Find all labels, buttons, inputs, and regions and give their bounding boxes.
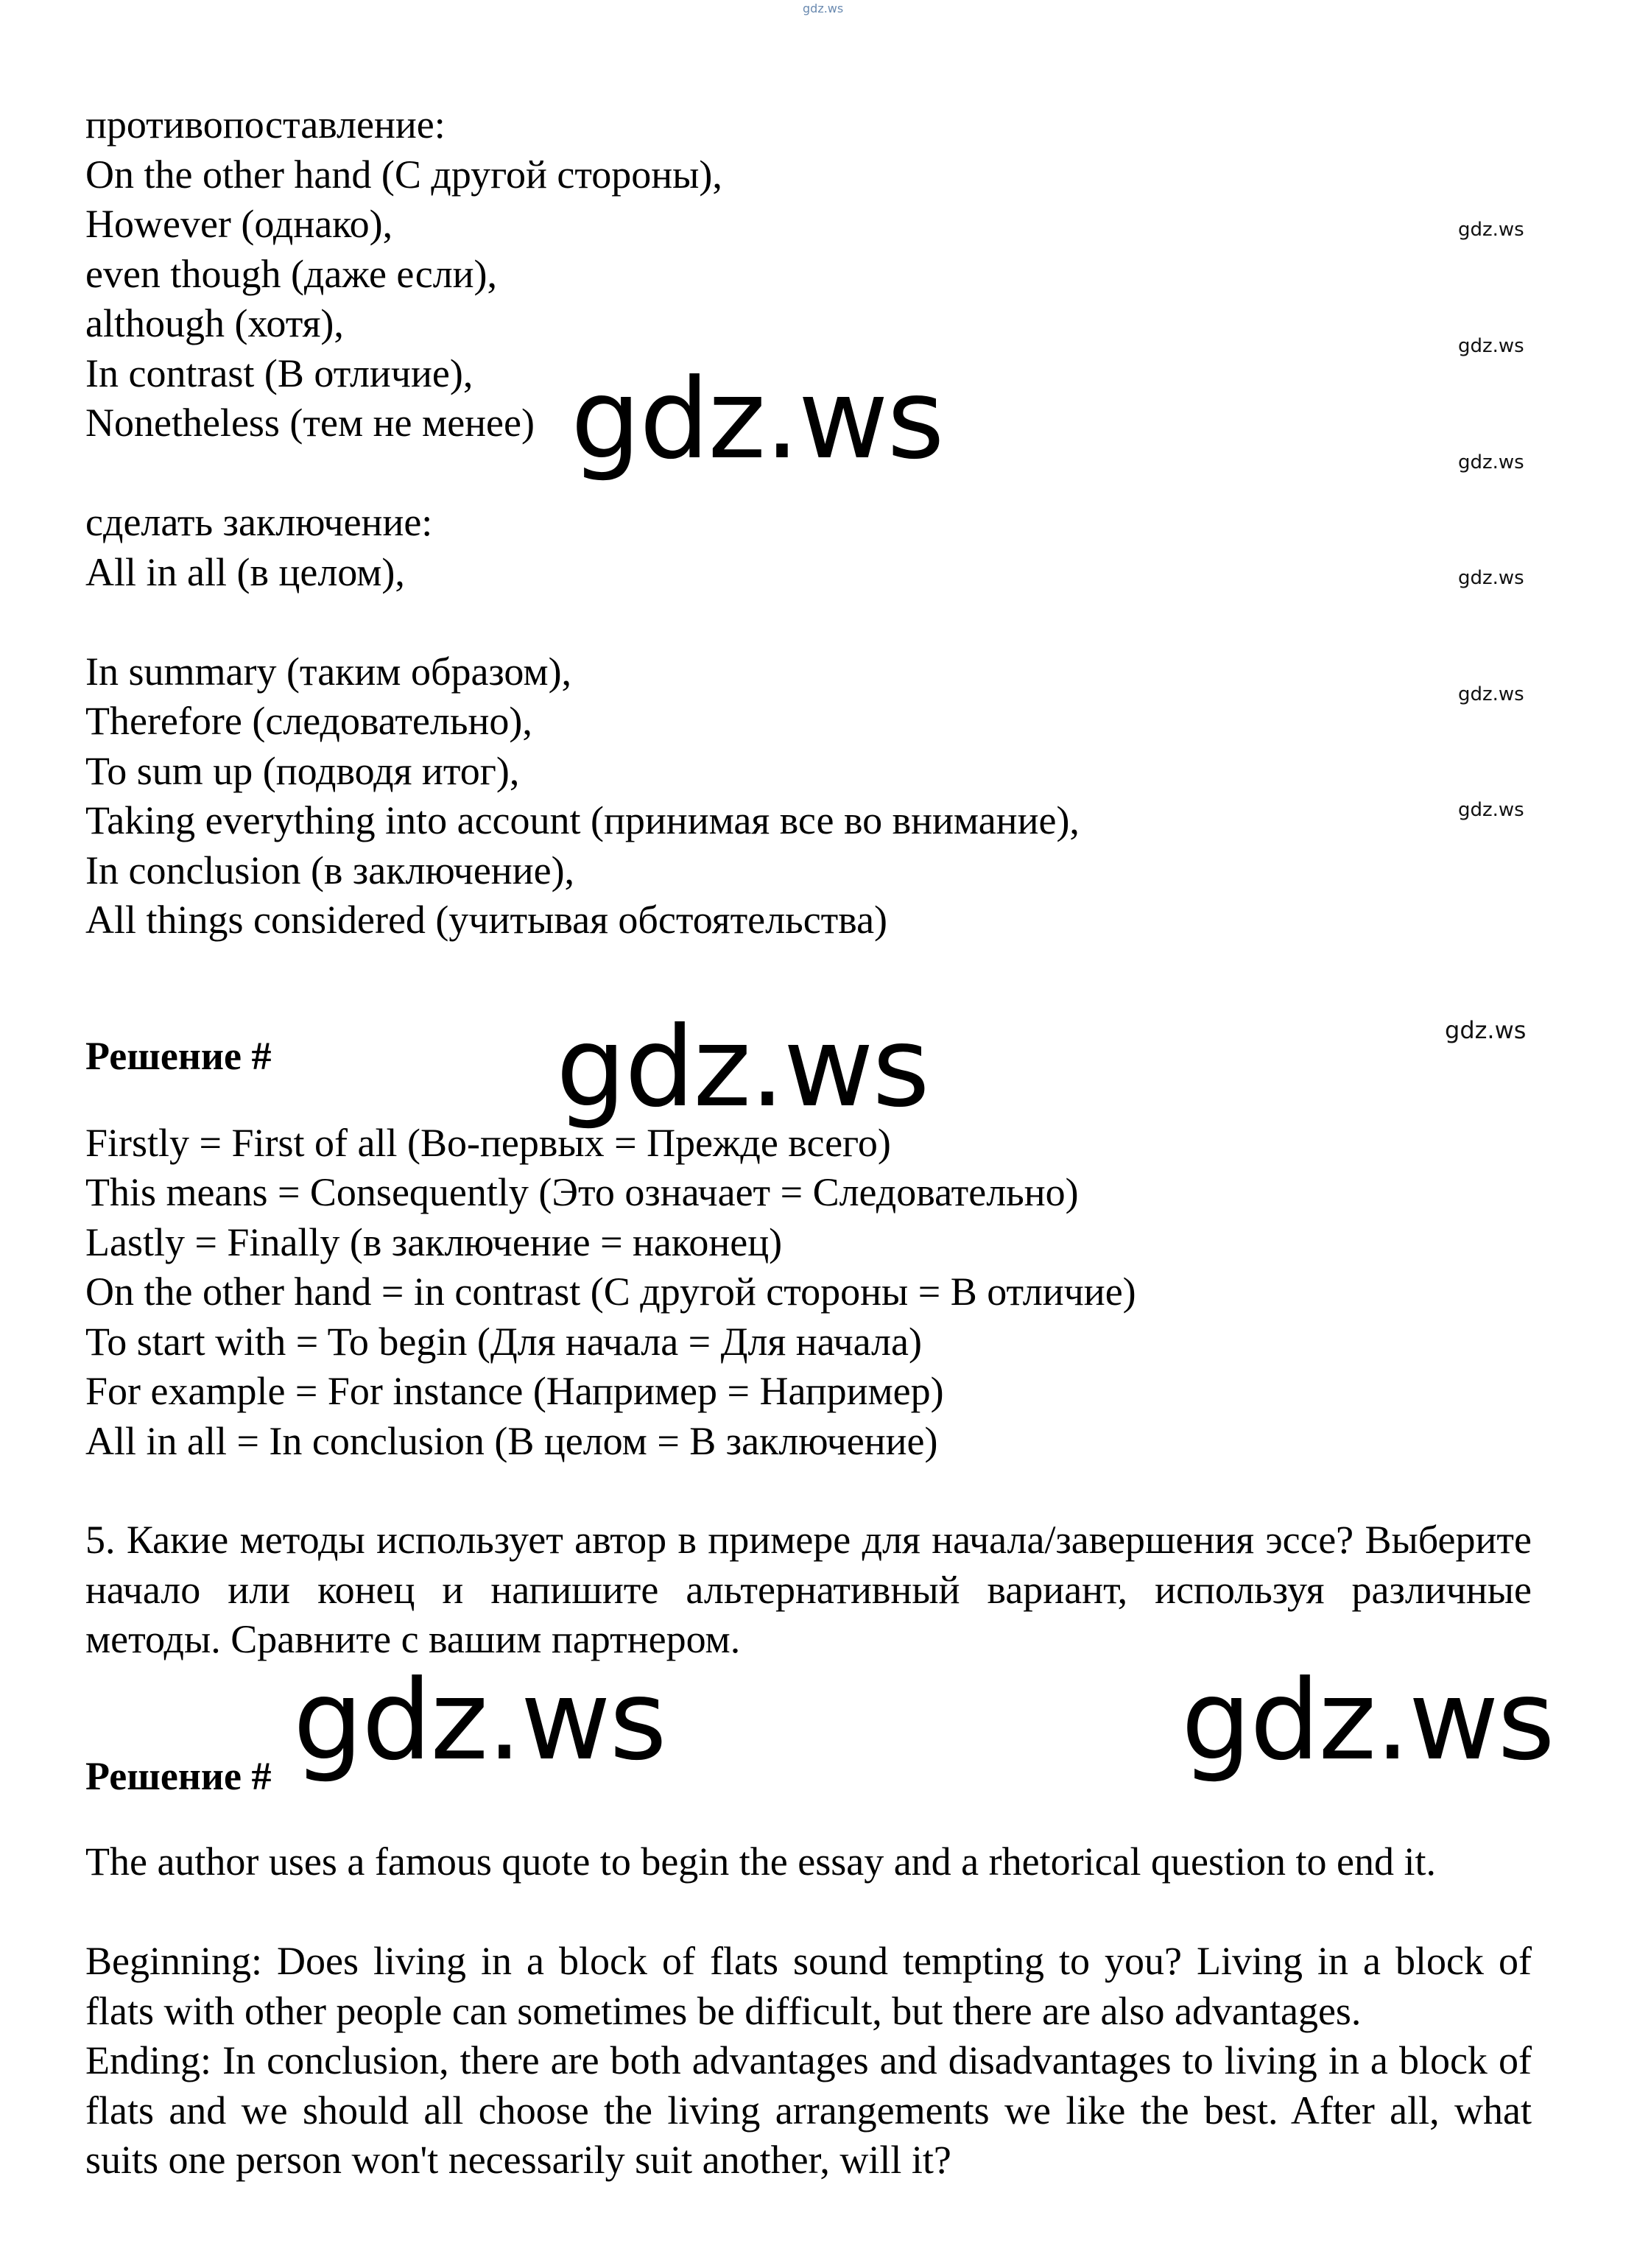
contrast-item: although (хотя),	[85, 301, 344, 345]
solution-item: This means = Consequently (Это означает = Следовательно)	[85, 1170, 1079, 1214]
conclusion-heading: сделать заключение:	[85, 500, 433, 544]
solution-beginning: Beginning: Does living in a block of flats sound tempting to you? Living in a block of flats with other people can sometimes be difficult, but there are also advantages.	[85, 1939, 1532, 2033]
conclusion-item: In summary (таким образом),	[85, 649, 572, 694]
conclusion-item: To sum up (подводя итог),	[85, 749, 520, 793]
solution-item: On the other hand = in contrast (С другой стороны = В отличие)	[85, 1269, 1136, 1314]
solution-item: To start with = To begin (Для начала = Для начала)	[85, 1320, 922, 1364]
watermark-small: gdz.ws	[1458, 219, 1524, 241]
watermark-small: gdz.ws	[1458, 451, 1524, 473]
solution-item: Lastly = Finally (в заключение = наконец)	[85, 1220, 783, 1264]
conclusion-item: In conclusion (в заключение),	[85, 848, 575, 892]
solution-ending: Ending: In conclusion, there are both advantages and disadvantages to living in a block of flats and we should all choose the living arrangements we like the best. After all, what suits one person won't necessarily suit another, will it?	[85, 2038, 1532, 2182]
watermark-small: gdz.ws	[1458, 567, 1524, 589]
contrast-item: In contrast (В отличие),	[85, 351, 474, 395]
conclusion-item: Therefore (следовательно),	[85, 699, 532, 743]
watermark-small: gdz.ws	[1458, 799, 1524, 821]
solution-item: All in all = In conclusion (В целом = В заключение)	[85, 1419, 938, 1463]
solution-intro: The author uses a famous quote to begin the essay and a rhetorical question to end it.	[85, 1839, 1436, 1884]
watermark-big: gdz.ws	[571, 356, 943, 484]
watermark-small: gdz.ws	[1458, 683, 1524, 705]
conclusion-item: All in all (в целом),	[85, 550, 405, 594]
contrast-item: On the other hand (С другой стороны),	[85, 152, 722, 197]
solution-item: For example = For instance (Например = Например)	[85, 1369, 944, 1413]
solution-item: Firstly = First of all (Во-первых = Прежде всего)	[85, 1121, 891, 1165]
watermark-small: gdz.ws	[1458, 335, 1524, 357]
watermark-big: gdz.ws	[293, 1657, 666, 1785]
solution-heading: Решение #	[85, 1754, 272, 1798]
watermark-big: gdz.ws	[556, 1004, 929, 1132]
contrast-item: However (однако),	[85, 202, 393, 246]
task-5-text: 5. Какие методы использует автор в примере для начала/завершения эссе? Выберите начало или конец и напишите альтернативный вариант, используя различные методы. Сравните с вашим партнером.	[85, 1518, 1532, 1661]
watermark-small: gdz.ws	[1445, 1016, 1527, 1044]
contrast-item: Nonetheless (тем не менее)	[85, 401, 535, 445]
conclusion-item: All things considered (учитывая обстоятельства)	[85, 898, 888, 942]
contrast-heading: противопоставление:	[85, 102, 446, 147]
solution-heading: Решение #	[85, 1034, 272, 1078]
watermark-top: gdz.ws	[803, 1, 844, 15]
watermark-big: gdz.ws	[1181, 1657, 1554, 1785]
conclusion-item: Taking everything into account (принимая все во внимание),	[85, 798, 1080, 842]
contrast-item: even though (даже если),	[85, 252, 498, 296]
